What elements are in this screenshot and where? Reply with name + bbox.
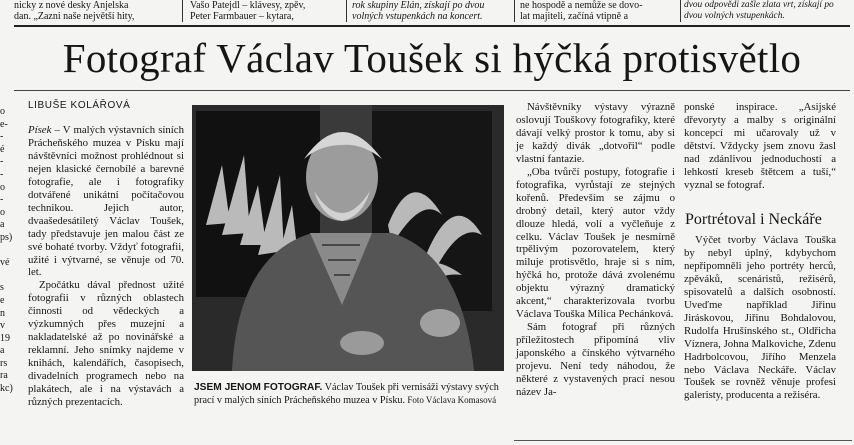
edge-fragment: o <box>0 206 5 218</box>
prev-article-fragment-2 <box>190 0 340 22</box>
fragment-line: volných vstupenkách na koncert. <box>352 11 483 22</box>
edge-fragment: e- <box>0 118 8 130</box>
fragment-line: dan. „Zazni naše největší hity, <box>14 11 135 22</box>
prev-article-fragment-4 <box>520 0 680 22</box>
article-photo <box>192 105 504 371</box>
fragment-line: Vašo Patejdl – klávesy, zpěv, <box>190 0 306 11</box>
headline: Fotograf Václav Toušek si hýčká protisvětlo <box>62 35 802 81</box>
edge-fragment: o <box>0 181 5 193</box>
column-rule <box>346 0 347 22</box>
column-rule <box>182 0 183 22</box>
fragment-line: dvou odpovědi zašle zlata vrt, získají po <box>684 0 834 10</box>
fragment-line: nicky z nové desky Anjelska <box>14 0 129 11</box>
prev-article-fragment-1 <box>14 0 174 22</box>
bottom-rule <box>514 440 852 441</box>
edge-fragment: - <box>0 131 4 143</box>
edge-fragment <box>0 245 14 258</box>
photo-caption <box>194 381 506 407</box>
photo-credit: Foto Václava Komasová <box>405 395 497 405</box>
article-column-3b <box>684 234 836 402</box>
photo-illustration <box>192 105 504 371</box>
headline-rule <box>14 90 850 91</box>
paragraph: Zpočátku dával přednost užité fotografii v různých oblastech činnosti od vědeckých a výzkumných přes muzejní a nakladatelské až po novinářské a reklamní. Jeho snímky najdeme v knihách, kalendářích, časopisech, divadelních programech nebo na plakátech, ale i na výstavách a různých prezentacích. <box>28 279 184 409</box>
edge-fragment: - <box>0 168 4 180</box>
column-rule <box>680 0 681 22</box>
paragraph: Návštěvníky výstavy výrazně oslovují Touškovy fotografiky, které dávají velký prostor k tomu, aby si je každý divák „dotvořil“ podle vlastní fantazie. <box>516 101 675 165</box>
caption-lead: JSEM JENOM FOTOGRAF. <box>194 382 323 393</box>
edge-fragment: n <box>0 307 5 319</box>
edge-fragment: e <box>0 294 5 306</box>
paragraph: Výčet tvorby Václava Touška by nebyl úplný, kdybychom nepřipomněli jeho portréty herců, zpěváků, scenáristů, režisérů, spisovatelů a dalších osobností. Uveďme například Jiřinu Jiráskovou, Jiřinu Bohdalovou, Rudolfa Hrušínského st., Oldřicha Víznera, Johna Malkoviche, Zdenu Hadrbolcovou, Jiřího Menzela nebo Václava Neckáře. Václav Toušek se rovněž věnuje profesi galeristy, producenta a režiséra. <box>684 234 837 402</box>
edge-fragment: a <box>0 219 5 231</box>
edge-fragment: a <box>0 345 5 357</box>
edge-fragment: o <box>0 106 5 117</box>
edge-fragment: rs <box>0 357 8 369</box>
edge-fragment: - <box>0 156 4 168</box>
paragraph: Sám fotograf při různých příležitostech připomíná vliv japonského a čínského výtvarného projevu. Není tedy náhodou, že některé z vystavených prací nesou název Ja- <box>516 321 675 398</box>
lead-text: – V malých výstavních síních Prácheňského muzea v Písku mají návštěvníci možnost prohlédnout si nejen klasické černobílé a barevné fotografie, ale i fotografiky dotvářené unikátní počítačovou technikou. Jejich autor, dvaašedesátiletý Václav Toušek, tady představuje jen malou část ze své bohaté tvorby. Vždyť fotografii, užité i výtvarné, se věnuje od 70. let. <box>28 124 184 279</box>
fragment-line: Peter Farmbauer – kytara, <box>190 11 294 22</box>
caption-text: Václav Toušek při vernisáži výstavy svých prací v malých síních Prácheňského muzea v Písku. <box>194 382 499 406</box>
fragment-line: rok skupiny Elán, získají po dvou <box>352 0 485 11</box>
edge-fragment: s <box>0 282 4 294</box>
edge-fragment: v <box>0 320 5 332</box>
article-column-1 <box>28 124 184 409</box>
dateline: Písek <box>28 124 52 136</box>
edge-fragment: é <box>0 143 5 155</box>
fragment-line: lat majiteli, začíná vtipně a <box>520 11 629 22</box>
edge-fragment: kc) <box>0 383 13 395</box>
prev-article-fragment-5 <box>684 0 852 22</box>
fragment-line: dvou volných vstupenkách. <box>684 11 785 21</box>
fragment-line: ne hospodě a nemůže se dovo- <box>520 0 643 11</box>
paragraph: „Oba tvůrčí postupy, fotografie i fotografika, vyrůstají ze stejných kořenů. Především se zájmu o drobný detail, který autor vždy dlouze hledá, volí a vyčleňuje z celku. Václav Toušek je nesmírně trpělivým pozorovatelem, který miluje protisvětlo, hraje si s ním, hýčká ho, protože dává zvolenému objektu výrazný dramatický akcent,“ charakterizovala tvorbu Václava Touška Milica Pechánková. <box>516 165 675 321</box>
article-column-3 <box>684 101 836 192</box>
prev-article-fragment-3 <box>352 0 512 22</box>
column-rule <box>514 0 515 22</box>
byline: LIBUŠE KOLÁŘOVÁ <box>28 100 131 111</box>
paragraph: ponské inspirace. „Asijské dřevoryty a malby s originální koncepcí mi učarovaly už v dětství. Vždycky jsem znovu žasl nad zdánlivou jednoduchostí a lehkostí kreseb štětcem a tuší,“ vyznal se fotograf. <box>684 101 836 191</box>
edge-fragment: - <box>0 194 4 206</box>
article-column-2 <box>516 101 675 399</box>
edge-fragment: vé <box>0 257 10 269</box>
subheading: Portrétoval i Neckáře <box>685 211 822 228</box>
edge-fragment: ra <box>0 370 8 382</box>
edge-fragment: ps) <box>0 231 13 243</box>
edge-fragment <box>0 270 14 283</box>
edge-fragment: 19 <box>0 332 10 344</box>
left-edge-fragments <box>0 106 14 396</box>
top-rule <box>14 25 850 27</box>
paragraph <box>28 124 184 279</box>
